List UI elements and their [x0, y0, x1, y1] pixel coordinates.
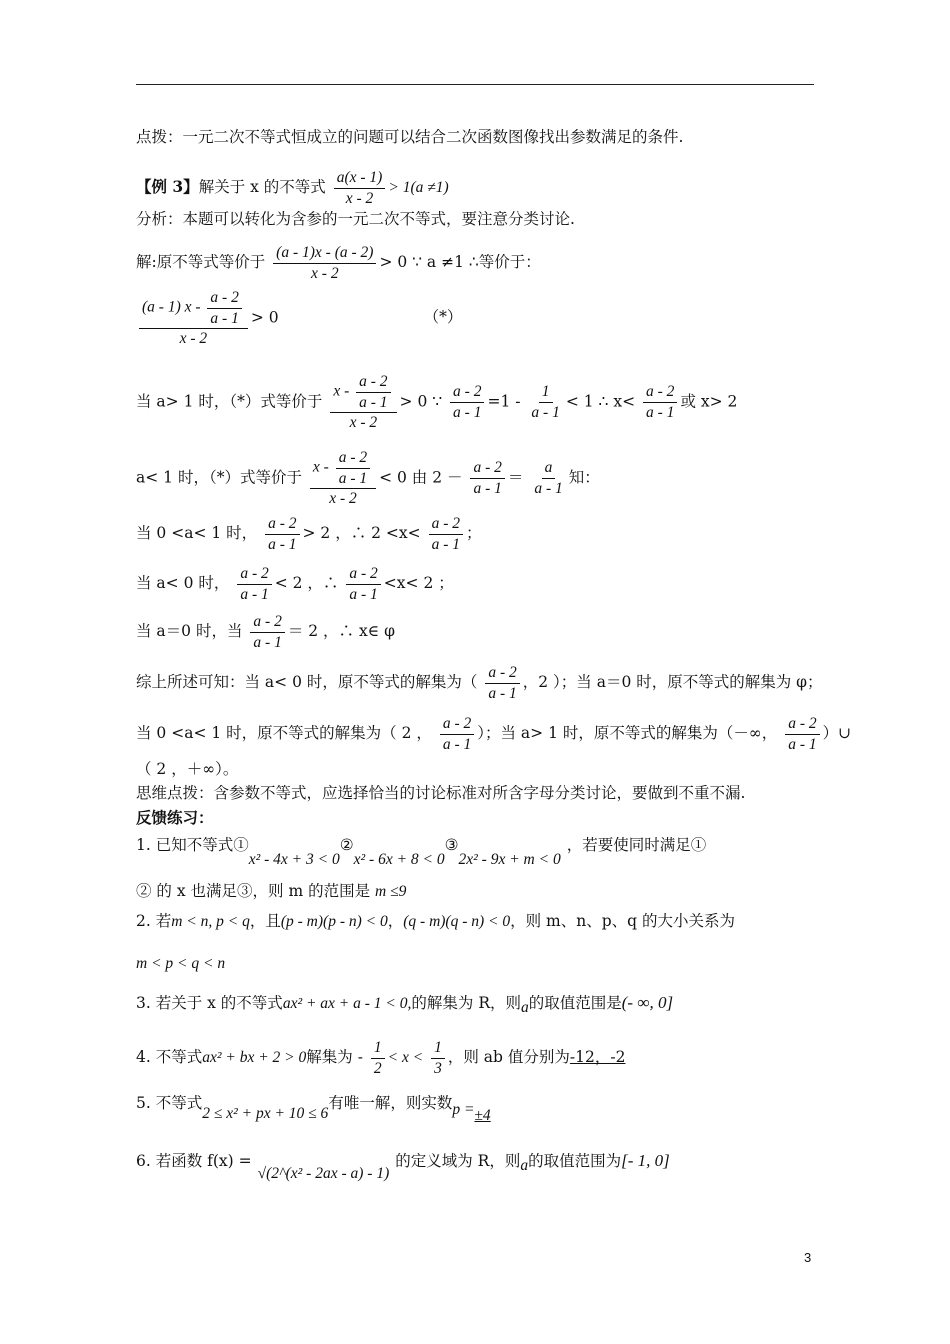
text: 当 0 <a< 1 时，原不等式的解集为（ 2 ， — [136, 724, 432, 742]
solution-line-5 — [136, 516, 482, 552]
fraction — [431, 1040, 445, 1076]
solution-line-1 — [136, 245, 541, 281]
solution-line-4 — [136, 450, 600, 507]
text: ，则 ab 值分别为 — [447, 1048, 570, 1066]
text: ＝ 2 ，∴ x∈ φ — [287, 622, 395, 640]
frac-num: a - 2 — [470, 460, 504, 479]
math: < x < — [387, 1049, 424, 1066]
text: x - — [312, 458, 329, 476]
fraction — [785, 716, 819, 752]
text: 当 a< 0 时， — [136, 574, 230, 592]
frac-num — [139, 290, 248, 329]
frac-num: a - 2 — [265, 516, 299, 535]
fraction — [139, 290, 248, 347]
solution-line-7 — [136, 614, 395, 650]
exercise-5-line — [136, 1094, 491, 1124]
exercise-1-line-2 — [136, 884, 406, 900]
text: 1. 已知不等式① — [136, 836, 249, 854]
exercise-6-line — [136, 1151, 670, 1182]
fraction — [273, 245, 376, 281]
text: ，且 — [249, 912, 281, 930]
frac-num: a - 2 — [643, 384, 677, 403]
text: <x< 2 ； — [383, 574, 454, 592]
text: ，若要使同时满足① — [566, 836, 707, 854]
frac-den: a - 1 — [240, 585, 269, 603]
frac-num: a - 2 — [450, 384, 484, 403]
frac-num: 1 — [431, 1040, 445, 1059]
example-fraction — [334, 170, 386, 206]
frac-num: a - 2 — [346, 566, 380, 585]
answer: (- ∞, 0] — [621, 993, 674, 1012]
frac-den: 2 — [373, 1059, 382, 1077]
text: 解:原不等式等价于 — [136, 253, 266, 271]
frac-num: a - 2 — [237, 566, 271, 585]
text: > 0 ∵ a ≠1 ∴等价于： — [379, 253, 541, 271]
frac-den: a - 1 — [473, 479, 502, 497]
fraction — [371, 1040, 385, 1076]
tip-paragraph: 点拨：一元二次不等式恒成立的问题可以结合二次函数图像找出参数满足的条件. — [136, 128, 684, 146]
math: ax² + bx + 2 > 0 — [202, 1049, 307, 1066]
text: < 0 由 2 － — [379, 468, 463, 487]
exercise-1-line-1 — [136, 836, 707, 868]
text: 综上所述可知：当 a< 0 时，原不等式的解集为（ — [136, 673, 478, 691]
math: a — [520, 1157, 529, 1174]
frac-den: a - 1 — [646, 403, 675, 421]
text: ）；当 a> 1 时，原不等式的解集为（－∞， — [477, 724, 778, 742]
fraction — [450, 384, 484, 420]
example-tail: > 1(a ≠1) — [388, 179, 449, 196]
frac-den: x - 2 — [329, 490, 357, 507]
frac-den: x - 2 — [349, 414, 378, 431]
solution-line-3 — [136, 374, 737, 431]
star-marker: （*） — [423, 308, 463, 327]
frac-den: a - 1 — [488, 684, 517, 702]
text: 或 x> 2 — [680, 392, 738, 411]
frac-num: a - 2 — [356, 374, 390, 393]
text: ，则 m、n、p、q 的大小关系为 — [510, 912, 736, 930]
example-label: 【例 3】 — [136, 177, 199, 196]
math: x² - 4x + 3 < 0 — [248, 851, 340, 868]
frac-num: a - 2 — [429, 516, 463, 535]
fraction — [643, 384, 677, 420]
text: 3. 若关于 x 的不等式 — [136, 994, 283, 1012]
text: ② 的 x 也满足③，则 m 的范围是 — [136, 882, 371, 900]
exercise-2-line-2 — [136, 956, 225, 972]
fraction — [346, 566, 380, 602]
solution-line-6 — [136, 566, 454, 602]
frac-num: a - 2 — [336, 450, 370, 469]
text: 当 a＝0 时，当 — [136, 622, 243, 640]
text: 2. 若 — [136, 912, 172, 930]
frac-num: a(x - 1) — [334, 170, 386, 189]
exercise-2-line-1 — [136, 914, 735, 930]
solution-line-2 — [136, 290, 462, 347]
factor: (a - 1) — [142, 298, 181, 316]
frac-num: a - 2 — [440, 716, 474, 735]
text: 解集为 - — [306, 1048, 363, 1066]
frac-den: 3 — [434, 1059, 442, 1077]
frac-den: a - 1 — [534, 479, 563, 497]
answer: m < p < q < n — [136, 955, 226, 972]
frac-den: a - 1 — [253, 633, 282, 651]
text: 有唯一解，则实数 — [328, 1094, 453, 1112]
math: 2 ≤ x² + px + 10 ≤ 6 — [202, 1105, 329, 1122]
text: 的取值范围为 — [528, 1152, 622, 1170]
example-text: 解关于 x 的不等式 — [198, 178, 326, 196]
exercise-4-line — [136, 1040, 625, 1076]
frac-num: a - 2 — [207, 290, 241, 309]
frac-den: a - 1 — [442, 735, 472, 753]
text: a< 1 时，（*）式等价于 — [136, 468, 302, 487]
frac-den: a - 1 — [453, 403, 482, 421]
example-3-line — [136, 170, 449, 206]
inner-fraction — [356, 374, 390, 410]
text: 6. 若函数 f(x) = — [136, 1152, 252, 1170]
frac-den: a - 1 — [338, 469, 368, 487]
fraction — [265, 516, 299, 552]
fraction — [470, 460, 504, 496]
answer: [- 1, 0] — [621, 1151, 670, 1170]
answer: m ≤9 — [375, 883, 407, 900]
frac-num — [310, 450, 376, 489]
fraction — [237, 566, 271, 602]
text: > 0 ∵ — [399, 392, 443, 411]
fraction — [528, 384, 562, 420]
tip-paragraph-2: 思维点拨：含参数不等式，应选择恰当的讨论标准对所含字母分类讨论，要做到不重不漏. — [136, 784, 746, 802]
fraction — [429, 516, 463, 552]
summary-line-1 — [136, 665, 823, 701]
fraction — [330, 374, 396, 431]
frac-den: a - 1 — [531, 403, 560, 421]
frac-num: 1 — [371, 1040, 385, 1059]
frac-den: x - 2 — [179, 330, 208, 347]
header-rule — [136, 84, 814, 85]
fraction — [310, 450, 376, 507]
frac-den: a - 1 — [349, 585, 378, 603]
feedback-title: 反馈练习： — [136, 808, 214, 827]
math: 2x² - 9x + m < 0 — [458, 851, 561, 868]
inner-fraction — [336, 450, 370, 486]
frac-den: a - 1 — [788, 735, 817, 753]
frac-num: a - 2 — [785, 716, 819, 735]
text: ② — [339, 836, 354, 854]
text: 的定义域为 R，则 — [395, 1152, 521, 1170]
text: x - — [184, 298, 201, 316]
fraction — [250, 614, 284, 650]
inner-fraction — [207, 290, 241, 326]
math: p = — [452, 1101, 475, 1118]
text: > 2 ，∴ 2 <x< — [302, 524, 421, 542]
text: ， — [387, 912, 404, 930]
text: 知： — [568, 468, 600, 487]
text: ＝ — [507, 468, 524, 487]
answer: ±4 — [474, 1107, 491, 1124]
text: 的取值范围是 — [528, 994, 622, 1012]
text: x - — [333, 382, 350, 400]
text: < 2 ，∴ — [274, 574, 339, 592]
math: (p - m)(p - n) < 0 — [280, 913, 388, 930]
text: =1 - — [487, 392, 521, 411]
math: a — [521, 999, 529, 1016]
text: < 1 ∴ x< — [565, 392, 636, 411]
frac-num: (a - 1)x - (a - 2) — [273, 245, 376, 264]
frac-num: 1 — [539, 384, 553, 403]
answer: -12，-2 — [569, 1048, 626, 1066]
analysis-paragraph: 分析：本题可以转化为含参的一元二次不等式，要注意分类讨论. — [136, 210, 575, 228]
frac-num: a - 2 — [250, 614, 284, 633]
fraction — [485, 665, 519, 701]
text: 当 0 <a< 1 时， — [136, 524, 258, 542]
fraction — [440, 716, 474, 752]
text: ）∪ — [822, 724, 852, 742]
exercise-3-line — [136, 993, 674, 1016]
frac-den: a - 1 — [268, 535, 297, 553]
frac-den: a - 1 — [431, 535, 461, 553]
text: 4. 不等式 — [136, 1048, 203, 1066]
math: m < n, p < q — [171, 913, 250, 930]
text: ； — [466, 524, 482, 542]
math: (q - m)(q - n) < 0 — [403, 913, 511, 930]
text: 当 a> 1 时，（*）式等价于 — [136, 392, 323, 411]
summary-line-3: （ 2 ，＋∞）。 — [136, 760, 239, 778]
summary-line-2 — [136, 716, 851, 752]
text: 的解集为 R，则 — [411, 994, 521, 1012]
frac-num: a — [542, 460, 556, 479]
text: 5. 不等式 — [136, 1094, 203, 1112]
frac-den: x - 2 — [311, 264, 339, 282]
math: x² - 6x + 8 < 0 — [353, 851, 445, 868]
text: ③ — [444, 836, 459, 854]
fraction — [531, 460, 565, 496]
frac-num: a - 2 — [485, 665, 519, 684]
frac-den: a - 1 — [210, 309, 239, 327]
math: √(2^(x² - 2ax - a) - 1) — [257, 1165, 390, 1182]
frac-num — [330, 374, 396, 413]
math: ax² + ax + a - 1 < 0, — [282, 995, 412, 1012]
frac-den: a - 1 — [359, 393, 388, 411]
text: ，2 ）；当 a＝0 时，原不等式的解集为 φ； — [522, 673, 823, 691]
page-number: 3 — [804, 1250, 812, 1265]
frac-den: x - 2 — [345, 189, 374, 207]
text: > 0 — [250, 308, 279, 327]
